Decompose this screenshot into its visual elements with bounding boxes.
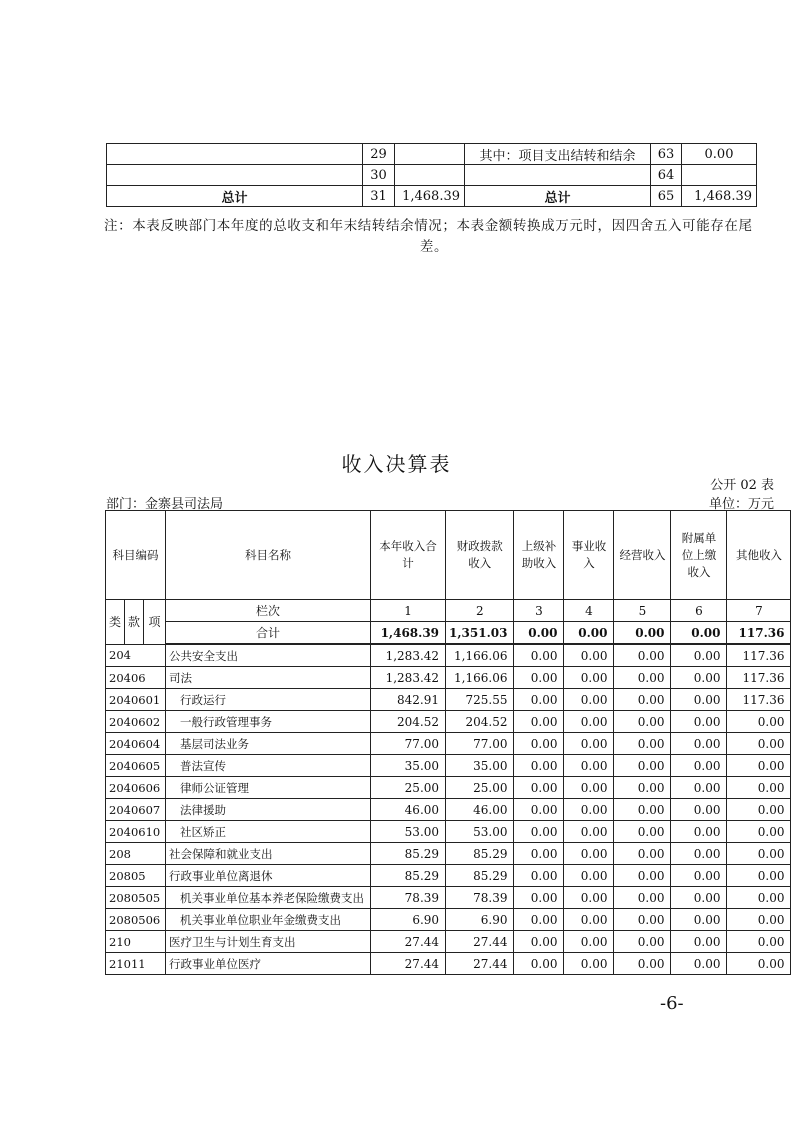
note-line-1: 注：本表反映部门本年度的总收支和年末结转结余情况；本表金额转换成万元时，因四舍五入可能存在尾 xyxy=(104,218,753,234)
row-value: 0.00 xyxy=(671,777,727,799)
right-label-cell: 总计 xyxy=(465,186,651,207)
right-label-cell: 其中：项目支出结转和结余 xyxy=(465,144,651,165)
header-business: 事业收入 xyxy=(564,511,614,600)
row-value: 77.00 xyxy=(371,733,446,755)
page-number: -6- xyxy=(660,993,684,1014)
left-amount-cell xyxy=(395,144,465,165)
row-value: 0.00 xyxy=(671,865,727,887)
row-value: 0.00 xyxy=(727,821,791,843)
right-no-cell: 64 xyxy=(651,165,682,186)
header-affiliated: 附属单位上缴收入 xyxy=(671,511,727,600)
row-code: 20805 xyxy=(106,865,166,887)
left-label-cell xyxy=(107,144,363,165)
row-value: 85.29 xyxy=(446,843,514,865)
right-no-cell: 63 xyxy=(651,144,682,165)
sum-label: 合计 xyxy=(166,622,371,645)
table-row xyxy=(106,821,791,843)
row-value: 0.00 xyxy=(727,799,791,821)
column-number: 5 xyxy=(614,600,671,622)
row-name: 行政运行 xyxy=(166,689,371,711)
unit-label: 单位：万元 xyxy=(708,497,774,512)
column-number-row xyxy=(106,600,791,622)
department-label: 部门：金寨县司法局 xyxy=(106,497,224,512)
row-value: 0.00 xyxy=(514,777,564,799)
row-value: 0.00 xyxy=(671,644,727,667)
row-value: 0.00 xyxy=(614,755,671,777)
row-value: 0.00 xyxy=(564,909,614,931)
left-no-cell: 30 xyxy=(363,165,395,186)
row-value: 0.00 xyxy=(614,931,671,953)
row-value: 27.44 xyxy=(446,953,514,975)
row-name: 医疗卫生与计划生育支出 xyxy=(166,931,371,953)
row-value: 0.00 xyxy=(514,755,564,777)
row-code: 2080506 xyxy=(106,909,166,931)
row-value: 0.00 xyxy=(727,909,791,931)
row-value: 0.00 xyxy=(614,689,671,711)
left-no-cell: 31 xyxy=(363,186,395,207)
row-value: 0.00 xyxy=(564,821,614,843)
row-value: 0.00 xyxy=(727,777,791,799)
row-value: 0.00 xyxy=(564,887,614,909)
row-name: 公共安全支出 xyxy=(166,644,371,667)
row-value: 0.00 xyxy=(514,711,564,733)
row-value: 27.44 xyxy=(446,931,514,953)
column-number: 3 xyxy=(514,600,564,622)
row-value: 0.00 xyxy=(727,931,791,953)
left-label-cell xyxy=(107,165,363,186)
row-name: 法律援助 xyxy=(166,799,371,821)
row-value: 0.00 xyxy=(564,777,614,799)
row-value: 1,283.42 xyxy=(371,667,446,689)
row-value: 0.00 xyxy=(671,909,727,931)
row-name: 一般行政管理事务 xyxy=(166,711,371,733)
right-label-cell xyxy=(465,165,651,186)
row-value: 78.39 xyxy=(446,887,514,909)
row-value: 46.00 xyxy=(446,799,514,821)
row-value: 0.00 xyxy=(564,644,614,667)
row-value: 0.00 xyxy=(614,821,671,843)
row-value: 117.36 xyxy=(727,689,791,711)
row-value: 6.90 xyxy=(446,909,514,931)
sum-row xyxy=(106,622,791,645)
column-row-label: 栏次 xyxy=(166,600,371,622)
row-value: 0.00 xyxy=(727,887,791,909)
row-value: 53.00 xyxy=(446,821,514,843)
row-value: 0.00 xyxy=(614,733,671,755)
row-code: 204 xyxy=(106,644,166,667)
header-code: 科目编码 xyxy=(106,511,166,600)
row-value: 0.00 xyxy=(514,733,564,755)
header-kuan: 款 xyxy=(125,600,144,645)
row-value: 0.00 xyxy=(514,689,564,711)
row-code: 2080505 xyxy=(106,887,166,909)
column-number: 1 xyxy=(371,600,446,622)
income-table xyxy=(105,510,791,975)
header-row xyxy=(106,511,791,600)
row-value: 85.29 xyxy=(371,843,446,865)
row-value: 85.29 xyxy=(446,865,514,887)
row-name: 普法宣传 xyxy=(166,755,371,777)
row-value: 27.44 xyxy=(371,953,446,975)
continuation-row xyxy=(107,186,757,207)
row-code: 2040606 xyxy=(106,777,166,799)
row-value: 0.00 xyxy=(614,667,671,689)
column-number: 4 xyxy=(564,600,614,622)
row-code: 2040604 xyxy=(106,733,166,755)
left-amount-cell xyxy=(395,165,465,186)
header-fiscal: 财政拨款收入 xyxy=(446,511,514,600)
row-value: 0.00 xyxy=(671,821,727,843)
row-value: 1,166.06 xyxy=(446,667,514,689)
row-value: 25.00 xyxy=(371,777,446,799)
row-value: 0.00 xyxy=(671,887,727,909)
right-amount-cell: 1,468.39 xyxy=(682,186,757,207)
row-value: 0.00 xyxy=(564,799,614,821)
row-value: 0.00 xyxy=(564,711,614,733)
sum-value: 0.00 xyxy=(614,622,671,645)
row-value: 0.00 xyxy=(514,799,564,821)
row-value: 0.00 xyxy=(727,953,791,975)
sum-value: 0.00 xyxy=(671,622,727,645)
row-code: 21011 xyxy=(106,953,166,975)
row-value: 0.00 xyxy=(514,843,564,865)
row-value: 0.00 xyxy=(727,865,791,887)
row-value: 725.55 xyxy=(446,689,514,711)
row-name: 司法 xyxy=(166,667,371,689)
row-code: 208 xyxy=(106,843,166,865)
row-value: 0.00 xyxy=(514,667,564,689)
continuation-row xyxy=(107,144,757,165)
row-value: 0.00 xyxy=(671,711,727,733)
sum-value: 0.00 xyxy=(564,622,614,645)
row-code: 20406 xyxy=(106,667,166,689)
table-row xyxy=(106,644,791,667)
right-amount-cell: 0.00 xyxy=(682,144,757,165)
row-value: 0.00 xyxy=(614,953,671,975)
row-value: 0.00 xyxy=(727,711,791,733)
table-row xyxy=(106,931,791,953)
row-value: 0.00 xyxy=(671,931,727,953)
row-value: 0.00 xyxy=(614,644,671,667)
row-value: 78.39 xyxy=(371,887,446,909)
table-row xyxy=(106,909,791,931)
table-row xyxy=(106,799,791,821)
row-value: 0.00 xyxy=(514,644,564,667)
note-line-2: 差。 xyxy=(419,239,449,255)
continuation-row xyxy=(107,165,757,186)
row-value: 0.00 xyxy=(564,733,614,755)
form-number: 公开 02 表 xyxy=(710,478,774,493)
row-value: 46.00 xyxy=(371,799,446,821)
table-note xyxy=(104,216,764,258)
row-value: 0.00 xyxy=(564,953,614,975)
row-name: 行政事业单位医疗 xyxy=(166,953,371,975)
table-row xyxy=(106,777,791,799)
continuation-table xyxy=(106,143,757,207)
row-value: 85.29 xyxy=(371,865,446,887)
column-number: 2 xyxy=(446,600,514,622)
row-value: 0.00 xyxy=(514,909,564,931)
row-value: 0.00 xyxy=(614,799,671,821)
row-value: 77.00 xyxy=(446,733,514,755)
row-value: 0.00 xyxy=(614,711,671,733)
header-superior: 上级补助收入 xyxy=(514,511,564,600)
row-value: 0.00 xyxy=(564,689,614,711)
row-value: 204.52 xyxy=(446,711,514,733)
row-value: 27.44 xyxy=(371,931,446,953)
row-value: 117.36 xyxy=(727,644,791,667)
row-value: 204.52 xyxy=(371,711,446,733)
row-value: 0.00 xyxy=(671,755,727,777)
row-code: 2040601 xyxy=(106,689,166,711)
header-other: 其他收入 xyxy=(727,511,791,600)
header-lei: 类 xyxy=(106,600,125,645)
report-title: 收入决算表 xyxy=(341,452,452,476)
row-value: 0.00 xyxy=(671,667,727,689)
header-operating: 经营收入 xyxy=(614,511,671,600)
row-value: 0.00 xyxy=(727,755,791,777)
table-row xyxy=(106,711,791,733)
header-xiang: 项 xyxy=(144,600,166,645)
row-value: 0.00 xyxy=(614,887,671,909)
table-row xyxy=(106,843,791,865)
column-number: 6 xyxy=(671,600,727,622)
row-name: 行政事业单位离退休 xyxy=(166,865,371,887)
row-value: 0.00 xyxy=(514,821,564,843)
right-no-cell: 65 xyxy=(651,186,682,207)
row-value: 0.00 xyxy=(564,931,614,953)
row-value: 0.00 xyxy=(614,909,671,931)
column-number: 7 xyxy=(727,600,791,622)
row-value: 0.00 xyxy=(514,865,564,887)
row-value: 35.00 xyxy=(371,755,446,777)
left-no-cell: 29 xyxy=(363,144,395,165)
row-name: 律师公证管理 xyxy=(166,777,371,799)
row-value: 0.00 xyxy=(671,689,727,711)
table-row xyxy=(106,953,791,975)
header-name: 科目名称 xyxy=(166,511,371,600)
row-name: 社会保障和就业支出 xyxy=(166,843,371,865)
row-value: 117.36 xyxy=(727,667,791,689)
row-value: 6.90 xyxy=(371,909,446,931)
row-value: 0.00 xyxy=(671,843,727,865)
row-value: 842.91 xyxy=(371,689,446,711)
row-name: 机关事业单位基本养老保险缴费支出 xyxy=(166,887,371,909)
table-row xyxy=(106,667,791,689)
row-value: 1,166.06 xyxy=(446,644,514,667)
row-value: 0.00 xyxy=(514,953,564,975)
row-name: 机关事业单位职业年金缴费支出 xyxy=(166,909,371,931)
sum-value: 1,468.39 xyxy=(371,622,446,645)
sum-value: 1,351.03 xyxy=(446,622,514,645)
row-code: 210 xyxy=(106,931,166,953)
table-row xyxy=(106,887,791,909)
row-value: 0.00 xyxy=(614,843,671,865)
left-label-cell: 总计 xyxy=(107,186,363,207)
row-value: 0.00 xyxy=(727,733,791,755)
table-row xyxy=(106,755,791,777)
row-name: 基层司法业务 xyxy=(166,733,371,755)
row-value: 0.00 xyxy=(564,865,614,887)
row-value: 0.00 xyxy=(564,843,614,865)
row-value: 0.00 xyxy=(514,931,564,953)
sum-value: 0.00 xyxy=(514,622,564,645)
row-value: 0.00 xyxy=(727,843,791,865)
row-code: 2040607 xyxy=(106,799,166,821)
table-row xyxy=(106,689,791,711)
row-value: 1,283.42 xyxy=(371,644,446,667)
row-value: 35.00 xyxy=(446,755,514,777)
row-value: 0.00 xyxy=(614,777,671,799)
row-code: 2040610 xyxy=(106,821,166,843)
right-amount-cell xyxy=(682,165,757,186)
left-amount-cell: 1,468.39 xyxy=(395,186,465,207)
row-value: 0.00 xyxy=(564,667,614,689)
row-name: 社区矫正 xyxy=(166,821,371,843)
row-value: 0.00 xyxy=(671,953,727,975)
row-value: 0.00 xyxy=(564,755,614,777)
sum-value: 117.36 xyxy=(727,622,791,645)
row-value: 0.00 xyxy=(671,733,727,755)
table-row xyxy=(106,865,791,887)
row-code: 2040602 xyxy=(106,711,166,733)
row-value: 0.00 xyxy=(514,887,564,909)
row-value: 0.00 xyxy=(614,865,671,887)
header-total: 本年收入合计 xyxy=(371,511,446,600)
table-row xyxy=(106,733,791,755)
row-value: 53.00 xyxy=(371,821,446,843)
row-value: 0.00 xyxy=(671,799,727,821)
row-code: 2040605 xyxy=(106,755,166,777)
row-value: 25.00 xyxy=(446,777,514,799)
